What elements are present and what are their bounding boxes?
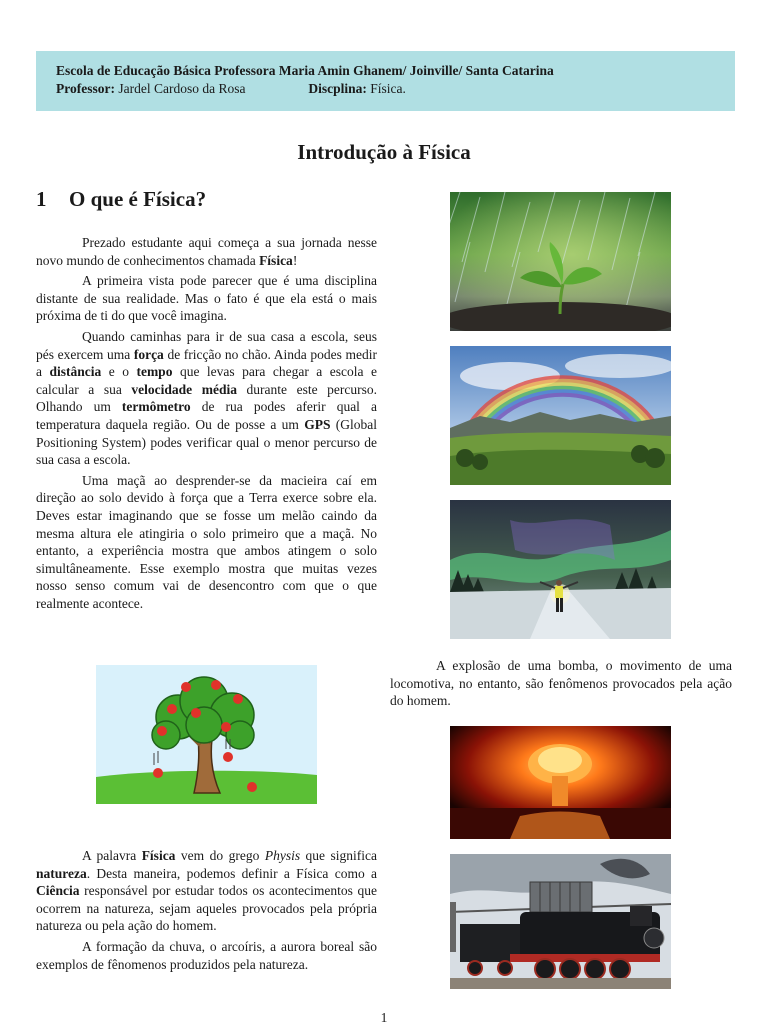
italic-term: Physis <box>264 848 301 863</box>
professor-label: Professor: <box>56 81 115 96</box>
bold-term: velocidade média <box>131 381 237 397</box>
section-heading <box>36 187 206 212</box>
bold-term: Ciência <box>36 883 80 899</box>
professor-name: Jardel Cardoso da Rosa <box>118 81 246 96</box>
body-paragraph <box>36 938 377 973</box>
text-run: Quando caminhas para ir de sua casa a escola, seus pés exercem uma <box>36 328 377 362</box>
text-run: de rua podes aferir qual a temperatura daquela região. Ou de posse a um <box>36 399 378 432</box>
discipline-label: Discplina: <box>308 81 367 96</box>
human-phenomena-paragraph: A explosão de uma bomba, o movimento de uma locomotiva, no entanto, são fenômenos provocados pela ação do homem. <box>390 658 732 709</box>
text-run: e o <box>101 364 137 380</box>
text-run: Uma maçã ao desprender-se da macieira caí em direção ao solo devido à força que a Terra exerce sobre ela. Deves estar imaginando que se fosse um melão caindo da mesma altura ele atingiria o solo primeiro que a maçã. No entanto, a experiência mostra que ambos atingem o solo simultâneamente. Esse exemplo mostra que muitas vezes nosso senso comum vai de desencontro com que o que realmente acontece. <box>36 472 377 611</box>
teacher-line <box>56 80 715 98</box>
aurora-boreal-photo <box>450 500 671 639</box>
header-box <box>36 51 735 111</box>
text-run: vem do grego <box>175 848 265 863</box>
text-run: de fricção no chão. Ainda podes medir a <box>36 346 377 380</box>
text-run: ! <box>292 252 298 268</box>
rainbow-landscape-photo <box>450 346 671 485</box>
human-phenomena-text <box>390 657 732 710</box>
text-run: A formação da chuva, o arcoíris, a aurora boreal são exemplos de fênomenos produzidos pela natureza. <box>36 938 377 972</box>
apple-tree-illustration <box>96 665 317 804</box>
steam-locomotive-photo <box>450 854 671 989</box>
body-paragraph <box>36 272 377 325</box>
rain-sprout-photo <box>450 192 671 331</box>
text-run: A palavra <box>82 848 142 863</box>
school-name: Escola de Educação Básica Professora Maria Amin Ghanem/ Joinville/ Santa Catarina <box>56 63 554 78</box>
body-paragraph <box>36 328 377 469</box>
bold-term: distância <box>49 364 102 380</box>
body-paragraph <box>36 472 377 613</box>
text-run: que significa <box>300 848 378 863</box>
text-run: (Global Positioning System) podes verificar qual o menor percurso de sua casa a escola. <box>36 416 377 468</box>
body-paragraph <box>36 234 377 269</box>
page-title: Introdução à Física <box>297 140 471 164</box>
section-title: O que é Física? <box>69 187 207 211</box>
page-number: 1 <box>380 1010 388 1025</box>
intro-text-column <box>36 234 377 612</box>
text-run: Prezado estudante aqui começa a sua jornada nesse novo mundo de conhecimentos chamada <box>36 235 377 268</box>
text-run: que levas para chegar a escola e calcular a sua <box>36 364 377 397</box>
discipline-name: Física. <box>370 81 406 96</box>
bold-term: GPS <box>304 416 331 432</box>
text-run: . Desta maneira, podemos definir a Física como a <box>86 865 377 881</box>
text-run: responsável por estudar todos os acontecimentos que ocorrem na natureza, sejam aqueles provocados pela própria natureza ou pela ação do homem. <box>36 883 377 934</box>
text-run: A primeira vista pode parecer que é uma disciplina distante de sua realidade. Mas o fato é que ela está o mais próxima de ti do que você imagina. <box>36 273 377 324</box>
bold-term: força <box>133 346 164 362</box>
bold-term: tempo <box>136 364 173 380</box>
bold-term: Física <box>259 252 293 268</box>
text-run: durante este percurso. Olhando um <box>36 381 377 415</box>
section-number: 1 <box>36 187 47 211</box>
body-paragraph <box>36 847 377 935</box>
definition-text-column <box>36 847 377 973</box>
bold-term: natureza <box>36 865 87 881</box>
bold-term: termômetro <box>121 399 191 415</box>
nuclear-explosion-photo <box>450 726 671 839</box>
bold-term: Física <box>141 848 176 863</box>
